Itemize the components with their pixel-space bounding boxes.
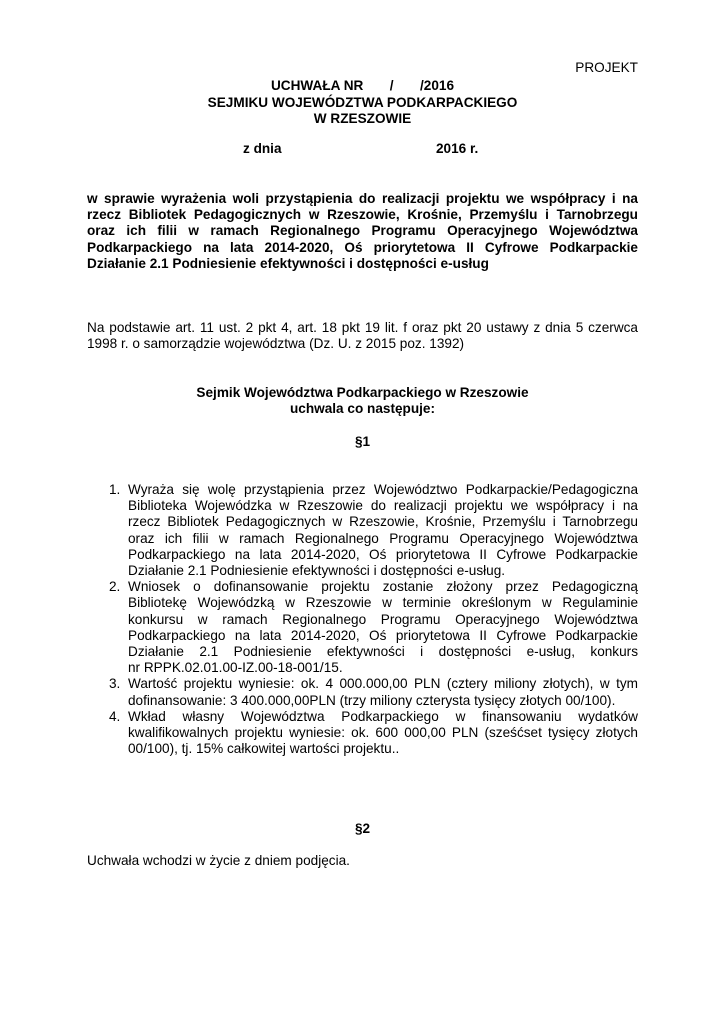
subject-line: w sprawie wyrażenia woli przystąpienia do realizacji projektu we współpracy i na <box>87 191 638 206</box>
list-item <box>87 579 638 676</box>
subject-line: Podkarpackiego na lata 2014-2020, Oś priorytetowa II Cyfrowe Podkarpackie <box>87 239 638 255</box>
list-item-line: Podkarpackiego na lata 2014-2020, Oś priorytetowa II Cyfrowe Podkarpackie <box>128 627 638 643</box>
list-item-line: Biblioteka Wojewódzka w Rzeszowie do realizacji projektu we współpracy i na <box>128 498 638 514</box>
date-year: 2016 r. <box>436 141 479 156</box>
section-1-list <box>87 482 638 757</box>
intro-line-council: Sejmik Województwa Podkarpackiego w Rzeszowie <box>196 385 529 400</box>
list-item-line: Wniosek o dofinansowanie projektu zostanie złożony przez Pedagogiczną <box>128 579 638 595</box>
legal-basis <box>87 320 638 352</box>
subject-line: oraz ich filii w ramach Regionalnego Programu Operacyjnego Województwa <box>87 223 638 239</box>
section-1-heading: §1 <box>354 434 371 449</box>
list-item-line: Bibliotekę Wojewódzką w Rzeszowie w terminie określonym w Regulaminie <box>128 595 638 611</box>
list-item-line: Działanie 2.1 Podniesienie efektywności i dostępności e-usług. <box>128 563 506 579</box>
legal-basis-line: Na podstawie art. 11 ust. 2 pkt 4, art. 18 pkt 19 lit. f oraz pkt 20 ustawy z dnia 5 czerwca <box>87 320 638 335</box>
legal-basis-line: 1998 r. o samorządzie województwa (Dz. U. z 2015 poz. 1392) <box>87 336 465 352</box>
list-item-line: Wyraża się wolę przystąpienia przez Województwo Podkarpackie/Pedagogiczna <box>128 482 638 497</box>
title-line-council: SEJMIKU WOJEWÓDZTWA PODKARPACKIEGO <box>207 94 518 110</box>
list-item-line: kwalifikowalnych projektu wyniesie: ok. 600 000,00 PLN (sześćset tysięcy złotych <box>128 725 638 741</box>
list-item <box>87 709 638 758</box>
date-label: z dnia <box>243 141 282 156</box>
intro-line-resolves: uchwala co następuje: <box>289 401 436 417</box>
list-item-line: konkursu w ramach Regionalnego Programu Operacyjnego Województwa <box>128 611 638 627</box>
resolution-subject <box>87 191 638 272</box>
list-item <box>87 676 638 708</box>
list-item-number: 1. <box>109 482 121 497</box>
list-item-line: dofinansowanie: 3 400.000,00PLN (trzy miliony czterysta tysięcy złotych 00/100). <box>128 692 616 708</box>
list-item-number: 4. <box>109 708 121 724</box>
list-item-line: Wartość projektu wyniesie: ok. 4 000.000,00 PLN (cztery miliony złotych), w tym <box>128 676 638 692</box>
subject-line: rzecz Bibliotek Pedagogicznych w Rzeszowie, Krośnie, Przemyślu i Tarnobrzegu <box>87 207 638 223</box>
list-item-number: 2. <box>109 579 121 595</box>
title-line-number: UCHWAŁA NR / /2016 <box>270 78 455 93</box>
list-item-line: nr RPPK.02.01.00-IZ.00-18-001/15. <box>128 660 343 676</box>
list-item-line: 00/100), tj. 15% całkowitej wartości projektu.. <box>128 741 400 757</box>
list-item-line: Podkarpackiego na lata 2014-2020, Oś priorytetowa II Cyfrowe Podkarpackie <box>128 546 638 562</box>
list-item <box>87 482 638 579</box>
title-line-city: W RZESZOWIE <box>313 111 412 126</box>
list-item-number: 3. <box>109 676 121 692</box>
section-2-heading: §2 <box>354 821 371 836</box>
list-item-line: oraz ich filii w ramach Regionalnego Programu Operacyjnego Województwa <box>128 530 638 546</box>
list-item-line: Wkład własny Województwa Podkarpackiego w finansowaniu wydatków <box>128 708 638 724</box>
list-item-line: Działanie 2.1 Podniesienie efektywności i dostępności e-usług, konkurs <box>128 644 638 660</box>
draft-stamp: PROJEKT <box>575 60 638 75</box>
resolution-intro <box>87 385 638 417</box>
subject-line: Działanie 2.1 Podniesienie efektywności i dostępności e-usług <box>87 255 489 271</box>
resolution-title <box>87 78 638 128</box>
list-item-line: rzecz Bibliotek Pedagogicznych w Rzeszowie, Krośnie, Przemyślu i Tarnobrzegu <box>128 514 638 530</box>
entry-into-force: Uchwała wchodzi w życie z dniem podjęcia. <box>87 853 350 868</box>
